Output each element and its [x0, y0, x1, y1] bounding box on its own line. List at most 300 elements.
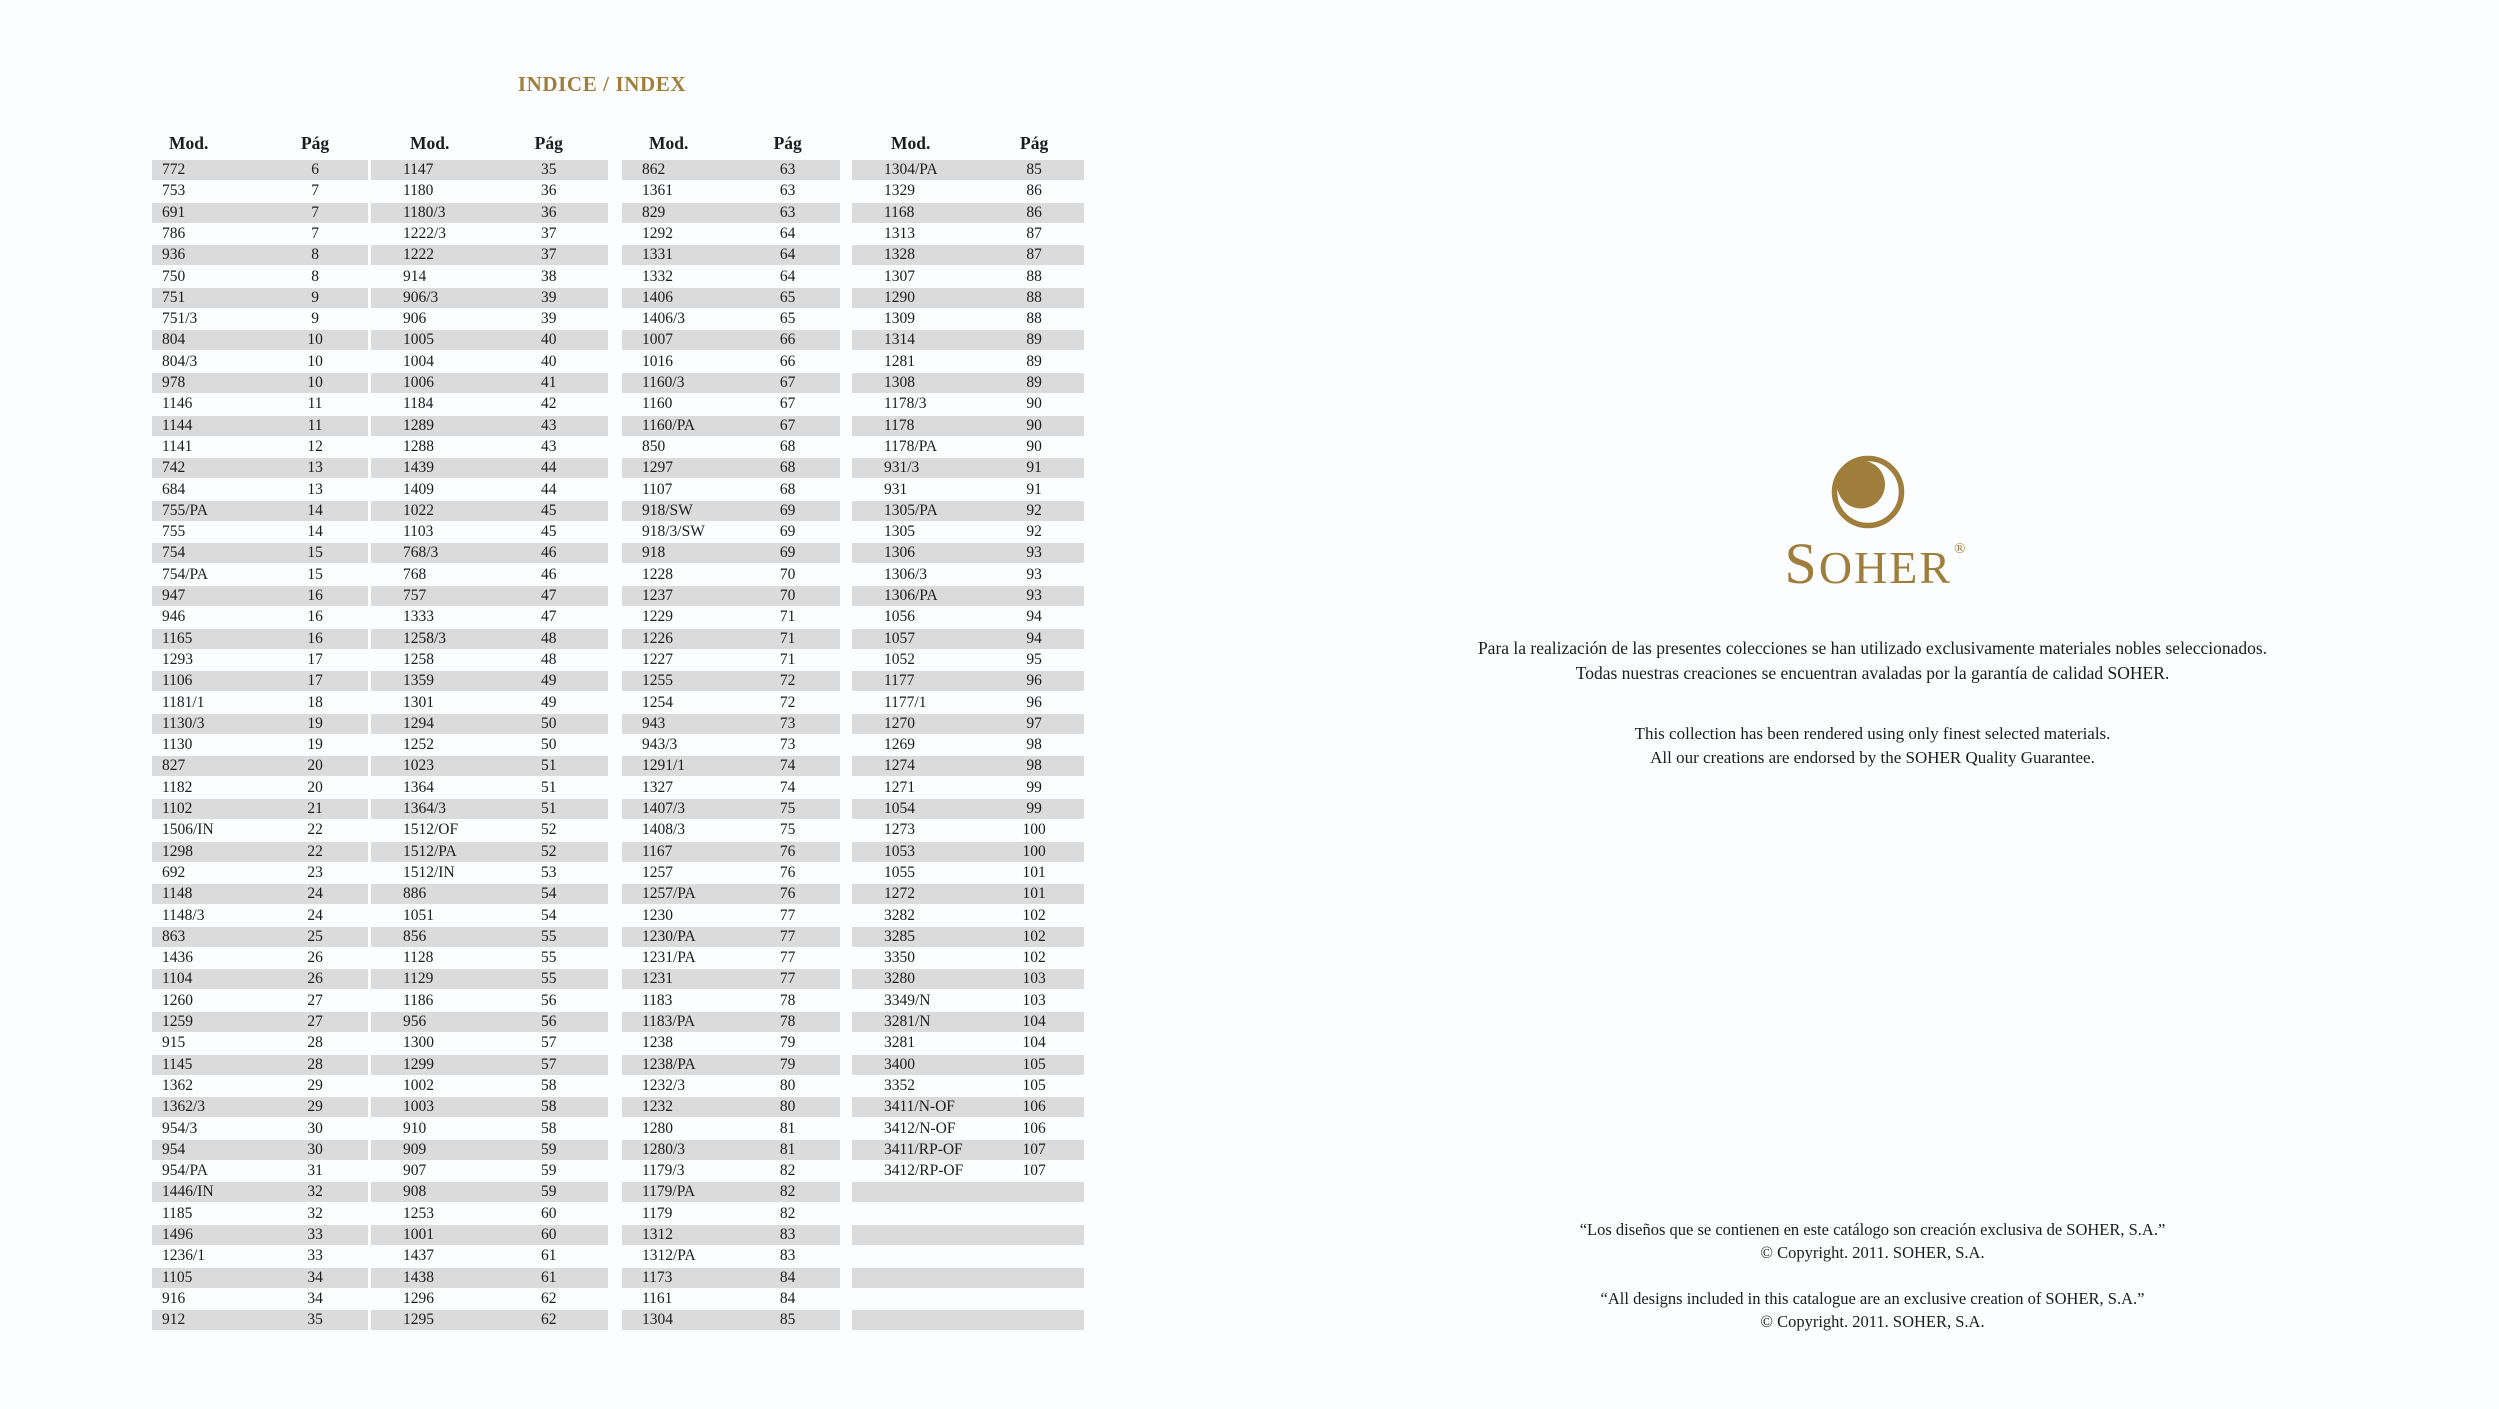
page-number: 44 [541, 459, 557, 477]
model-number: 856 [403, 927, 427, 945]
table-row [622, 1310, 840, 1330]
page-number: 54 [541, 906, 557, 924]
table-row [622, 607, 840, 627]
page-title: INDICE / INDEX [517, 72, 687, 96]
table-row [152, 714, 368, 734]
table-row [622, 543, 840, 563]
table-row [152, 778, 368, 798]
model-number: 1167 [642, 842, 673, 860]
table-row [152, 607, 368, 627]
model-number: 1231/PA [642, 949, 696, 967]
model-number: 1257 [642, 863, 673, 881]
model-number: 3281/N [884, 1013, 931, 1030]
model-number: 1177/1 [884, 693, 927, 711]
model-number: 1253 [403, 1204, 434, 1222]
page-number [1002, 1225, 1066, 1245]
table-row [371, 224, 608, 244]
table-row [371, 1310, 608, 1330]
model-number: 1271 [884, 778, 915, 796]
table-row [852, 906, 1084, 926]
table-row [622, 288, 840, 308]
footer-spanish [1255, 1218, 2490, 1264]
table-row [622, 1289, 840, 1309]
page-number: 11 [307, 416, 323, 434]
table-row [852, 1055, 1084, 1075]
brand-wordmark: SOHER [1784, 531, 1953, 596]
model-number: 829 [642, 203, 666, 221]
page-number: 102 [1022, 949, 1046, 967]
model-number: 1230/PA [642, 927, 696, 945]
table-row [152, 991, 368, 1011]
table-row [152, 416, 368, 436]
table-row [622, 330, 840, 350]
model-number: 3352 [884, 1076, 915, 1094]
model-number: 1232 [642, 1098, 673, 1116]
model-number: 1327 [642, 778, 673, 796]
table-row [852, 884, 1084, 904]
page-number: 77 [779, 927, 796, 945]
model-number: 1238/PA [642, 1055, 696, 1073]
page-number: 17 [307, 650, 323, 668]
model-number [852, 1310, 884, 1330]
table-row [152, 203, 368, 223]
page-number: 105 [1022, 1055, 1046, 1073]
page-number: 55 [541, 970, 557, 988]
page-number: 98 [1026, 736, 1042, 754]
table-row [152, 1246, 368, 1266]
table-row [152, 267, 368, 287]
table-row [852, 543, 1084, 563]
model-number: 1305/PA [884, 501, 938, 519]
table-row [852, 309, 1084, 329]
page-number: 22 [307, 842, 323, 860]
page-number: 82 [779, 1204, 796, 1222]
model-number: 1178/3 [884, 395, 927, 413]
table-row [371, 181, 608, 201]
page-number: 35 [307, 1311, 323, 1329]
table-row [622, 778, 840, 798]
page-number: 6 [311, 161, 319, 178]
page-number: 41 [541, 374, 557, 391]
page-number: 86 [1026, 182, 1042, 200]
model-number: 1002 [403, 1076, 434, 1094]
column-header-pag: Pág [1020, 133, 1049, 153]
table-row [852, 1310, 1084, 1330]
page-number: 29 [307, 1098, 323, 1116]
page-number: 83 [779, 1226, 796, 1243]
table-row [852, 693, 1084, 713]
model-number: 1145 [162, 1055, 193, 1073]
model-number: 916 [162, 1289, 186, 1307]
model-number: 1054 [884, 800, 915, 817]
model-number: 1309 [884, 310, 915, 328]
page-number: 67 [779, 374, 796, 391]
column-header-mod: Mod. [169, 133, 209, 153]
table-row [152, 1119, 368, 1139]
model-number: 1148/3 [162, 906, 205, 924]
page-number: 78 [779, 1013, 796, 1030]
page-number: 100 [1022, 842, 1046, 860]
page-number: 75 [779, 821, 796, 839]
footer-es-copyright: © Copyright. 2011. SOHER, S.A. [1760, 1243, 1985, 1262]
page-number: 30 [307, 1119, 323, 1137]
page-number: 45 [541, 523, 557, 541]
table-row [622, 1140, 840, 1160]
table-row [371, 1225, 608, 1245]
page-number: 29 [307, 1076, 323, 1094]
model-number: 753 [162, 182, 186, 200]
table-row [622, 267, 840, 287]
model-number: 1364/3 [403, 800, 447, 817]
table-row [622, 799, 840, 819]
table-row [852, 267, 1084, 287]
page-number: 50 [541, 736, 557, 754]
table-row [371, 309, 608, 329]
page-number: 105 [1022, 1076, 1046, 1094]
model-number: 1254 [642, 693, 673, 711]
table-row [622, 671, 840, 691]
model-number: 1270 [884, 714, 915, 732]
table-row [152, 671, 368, 691]
page-number: 58 [541, 1076, 557, 1094]
page-number: 54 [541, 885, 557, 903]
page-number: 27 [307, 991, 323, 1009]
model-number: 1003 [403, 1098, 434, 1116]
table-row [622, 394, 840, 414]
model-number: 1512/OF [403, 821, 459, 839]
page-number: 86 [1026, 203, 1042, 221]
model-number: 1299 [403, 1055, 434, 1073]
page-number: 33 [307, 1226, 323, 1243]
page-number: 55 [541, 927, 557, 945]
model-number: 1300 [403, 1034, 434, 1052]
model-number: 1274 [884, 757, 915, 775]
table-row [622, 1246, 840, 1266]
page-number: 19 [307, 736, 323, 754]
model-number: 1141 [162, 437, 193, 455]
model-number: 914 [403, 267, 427, 285]
page-number: 21 [307, 800, 323, 817]
page-number: 104 [1022, 1013, 1046, 1030]
table-row [152, 1182, 368, 1202]
model-number: 1301 [403, 693, 434, 711]
model-number: 3285 [884, 927, 915, 945]
model-number: 1304/PA [884, 161, 938, 178]
model-number: 1437 [403, 1247, 434, 1265]
table-row [371, 330, 608, 350]
table-row [622, 565, 840, 585]
model-number: 3411/RP-OF [884, 1140, 963, 1158]
page-number: 51 [541, 778, 557, 796]
model-number: 1255 [642, 672, 673, 690]
page-number: 39 [541, 310, 557, 328]
model-number [852, 1225, 884, 1245]
model-number: 768/3 [403, 544, 439, 562]
page-number: 47 [541, 587, 557, 604]
brand-wordmark-row [1740, 531, 2010, 598]
table-row [371, 480, 608, 500]
table-row [371, 991, 608, 1011]
table-row [852, 330, 1084, 350]
page-number: 87 [1026, 224, 1042, 242]
model-number: 1128 [403, 949, 434, 967]
table-row [152, 501, 368, 521]
table-row [371, 820, 608, 840]
page-number: 23 [307, 863, 323, 881]
page-number: 99 [1026, 778, 1042, 796]
model-number: 3349/N [884, 991, 931, 1009]
page-number: 8 [311, 246, 319, 264]
page-number: 9 [311, 288, 319, 306]
model-number: 1023 [403, 757, 434, 775]
model-number: 906 [403, 310, 427, 328]
table-row [152, 373, 368, 393]
page-number: 77 [779, 906, 796, 924]
page-number: 26 [307, 970, 323, 988]
model-number: 827 [162, 757, 186, 775]
page-number: 106 [1022, 1119, 1046, 1137]
page-number: 34 [307, 1268, 323, 1286]
table-row [852, 948, 1084, 968]
model-number: 1173 [642, 1268, 673, 1286]
model-number: 692 [162, 863, 186, 881]
table-row [371, 714, 608, 734]
model-number: 1328 [884, 246, 915, 264]
table-row [852, 650, 1084, 670]
model-number: 1298 [162, 842, 193, 860]
table-row [371, 1012, 608, 1032]
table-row [371, 842, 608, 862]
table-row [371, 458, 608, 478]
model-number: 954/3 [162, 1119, 198, 1137]
model-number: 1184 [403, 395, 434, 413]
page-number: 103 [1022, 991, 1046, 1009]
table-row [371, 1246, 608, 1266]
page-number: 26 [307, 949, 323, 967]
table-row [371, 1033, 608, 1053]
page-number: 39 [541, 288, 557, 306]
page-number: 83 [779, 1247, 796, 1265]
table-row [852, 352, 1084, 372]
registered-trademark-icon: ® [1954, 541, 1966, 557]
page-number: 19 [307, 714, 323, 732]
table-row [371, 799, 608, 819]
model-number: 1222/3 [403, 224, 447, 242]
page-number: 93 [1026, 544, 1042, 562]
page-number: 96 [1026, 672, 1042, 690]
page-number: 74 [779, 778, 796, 796]
statement-english [1255, 722, 2490, 770]
table-row [152, 224, 368, 244]
model-number: 1004 [403, 352, 434, 370]
table-row [622, 203, 840, 223]
model-number: 1269 [884, 736, 915, 754]
table-row [371, 522, 608, 542]
table-row [152, 565, 368, 585]
model-number: 1183/PA [642, 1013, 696, 1030]
table-row [852, 863, 1084, 883]
table-row [371, 863, 608, 883]
page-number: 58 [541, 1098, 557, 1116]
table-row [152, 650, 368, 670]
page-number [1002, 1268, 1066, 1288]
page-number: 82 [779, 1162, 796, 1180]
model-number [852, 1289, 884, 1309]
page-number: 89 [1026, 374, 1042, 391]
table-row [371, 373, 608, 393]
page-number: 106 [1022, 1098, 1046, 1116]
model-number: 1512/IN [403, 863, 455, 881]
model-number: 3280 [884, 970, 915, 988]
page-number: 67 [779, 395, 796, 413]
table-row [622, 629, 840, 649]
page-number [1002, 1182, 1066, 1202]
table-row [371, 1076, 608, 1096]
model-number: 3350 [884, 949, 915, 967]
page-number: 56 [541, 991, 557, 1009]
page-number: 36 [541, 182, 557, 200]
table-row [852, 1161, 1084, 1181]
page-number: 43 [541, 437, 557, 455]
table-row [371, 1204, 608, 1224]
model-number: 754/PA [162, 565, 208, 583]
page-number: 45 [541, 501, 557, 519]
table-row [152, 181, 368, 201]
page-number: 62 [541, 1289, 557, 1307]
table-row [371, 1289, 608, 1309]
model-number: 1280 [642, 1119, 673, 1137]
table-row [852, 586, 1084, 606]
page-number: 10 [307, 352, 323, 370]
table-row [852, 160, 1084, 180]
model-number: 1313 [884, 224, 915, 242]
model-number: 1179/3 [642, 1162, 685, 1180]
page-number: 100 [1022, 821, 1046, 839]
table-row [852, 394, 1084, 414]
table-row [152, 756, 368, 776]
model-number: 886 [403, 885, 427, 903]
table-row [852, 629, 1084, 649]
model-number: 1144 [162, 416, 193, 434]
model-number: 1228 [642, 565, 673, 583]
table-row [622, 991, 840, 1011]
table-row [371, 778, 608, 798]
table-row [152, 948, 368, 968]
model-number: 1231 [642, 970, 673, 988]
page-number: 64 [779, 267, 796, 285]
table-row [622, 693, 840, 713]
page-number: 81 [779, 1140, 796, 1158]
model-number: 1183 [642, 991, 673, 1009]
table-row [371, 1140, 608, 1160]
page-number: 36 [541, 203, 557, 221]
page-number: 71 [779, 608, 796, 626]
table-row [371, 501, 608, 521]
table-row [152, 1076, 368, 1096]
model-number: 1408/3 [642, 821, 686, 839]
page-number: 79 [779, 1055, 796, 1073]
table-row [852, 991, 1084, 1011]
table-row [371, 948, 608, 968]
model-number: 3281 [884, 1034, 915, 1052]
page-number: 94 [1026, 629, 1042, 647]
table-row [852, 1204, 1084, 1224]
page-number: 97 [1026, 714, 1042, 732]
table-row [622, 948, 840, 968]
table-row [622, 927, 840, 947]
table-row [852, 181, 1084, 201]
page-number: 75 [779, 800, 796, 817]
table-row [371, 1161, 608, 1181]
model-number: 804/3 [162, 352, 198, 370]
table-row [622, 735, 840, 755]
model-number: 1306/PA [884, 587, 938, 604]
table-row [852, 969, 1084, 989]
model-number: 757 [403, 587, 427, 604]
model-number: 943/3 [642, 736, 678, 754]
table-row [152, 437, 368, 457]
table-row [152, 1310, 368, 1330]
table-row [152, 543, 368, 563]
model-number: 1181/1 [162, 693, 205, 711]
table-row [622, 1097, 840, 1117]
model-number: 1226 [642, 629, 673, 647]
model-number: 862 [642, 161, 666, 178]
table-row [152, 1289, 368, 1309]
table-row [622, 1204, 840, 1224]
page-number: 70 [779, 587, 796, 604]
page-number: 14 [307, 523, 323, 541]
footer-english [1255, 1287, 2490, 1333]
table-row [371, 735, 608, 755]
model-number: 1102 [162, 800, 193, 817]
model-number: 1185 [162, 1204, 193, 1222]
table-row [371, 586, 608, 606]
model-number: 755/PA [162, 501, 208, 519]
page-number: 51 [541, 800, 557, 817]
table-row [622, 437, 840, 457]
table-row [852, 671, 1084, 691]
table-row [152, 1268, 368, 1288]
table-row [622, 1033, 840, 1053]
page-number: 107 [1022, 1140, 1046, 1158]
table-row [152, 330, 368, 350]
table-row [152, 969, 368, 989]
table-row [152, 884, 368, 904]
model-number: 1258 [403, 650, 434, 668]
model-number: 1436 [162, 949, 193, 967]
model-number: 1186 [403, 991, 434, 1009]
footer-en-quote: “All designs included in this catalogue are an exclusive creation of SOHER, S.A.” [1600, 1289, 2145, 1308]
table-row [152, 842, 368, 862]
table-row [852, 1119, 1084, 1139]
page-number: 95 [1026, 650, 1042, 668]
table-row [852, 224, 1084, 244]
model-number: 1333 [403, 608, 434, 626]
page-number [1002, 1246, 1066, 1266]
model-number: 850 [642, 437, 666, 455]
page-number: 28 [307, 1055, 323, 1073]
model-number: 1107 [642, 480, 673, 498]
table-row [152, 1140, 368, 1160]
model-number: 912 [162, 1311, 186, 1329]
page-number: 93 [1026, 565, 1042, 583]
model-number: 1160 [642, 395, 673, 413]
table-row [371, 1097, 608, 1117]
page-number: 61 [541, 1268, 557, 1286]
table-row [852, 1097, 1084, 1117]
model-number: 804 [162, 331, 186, 349]
